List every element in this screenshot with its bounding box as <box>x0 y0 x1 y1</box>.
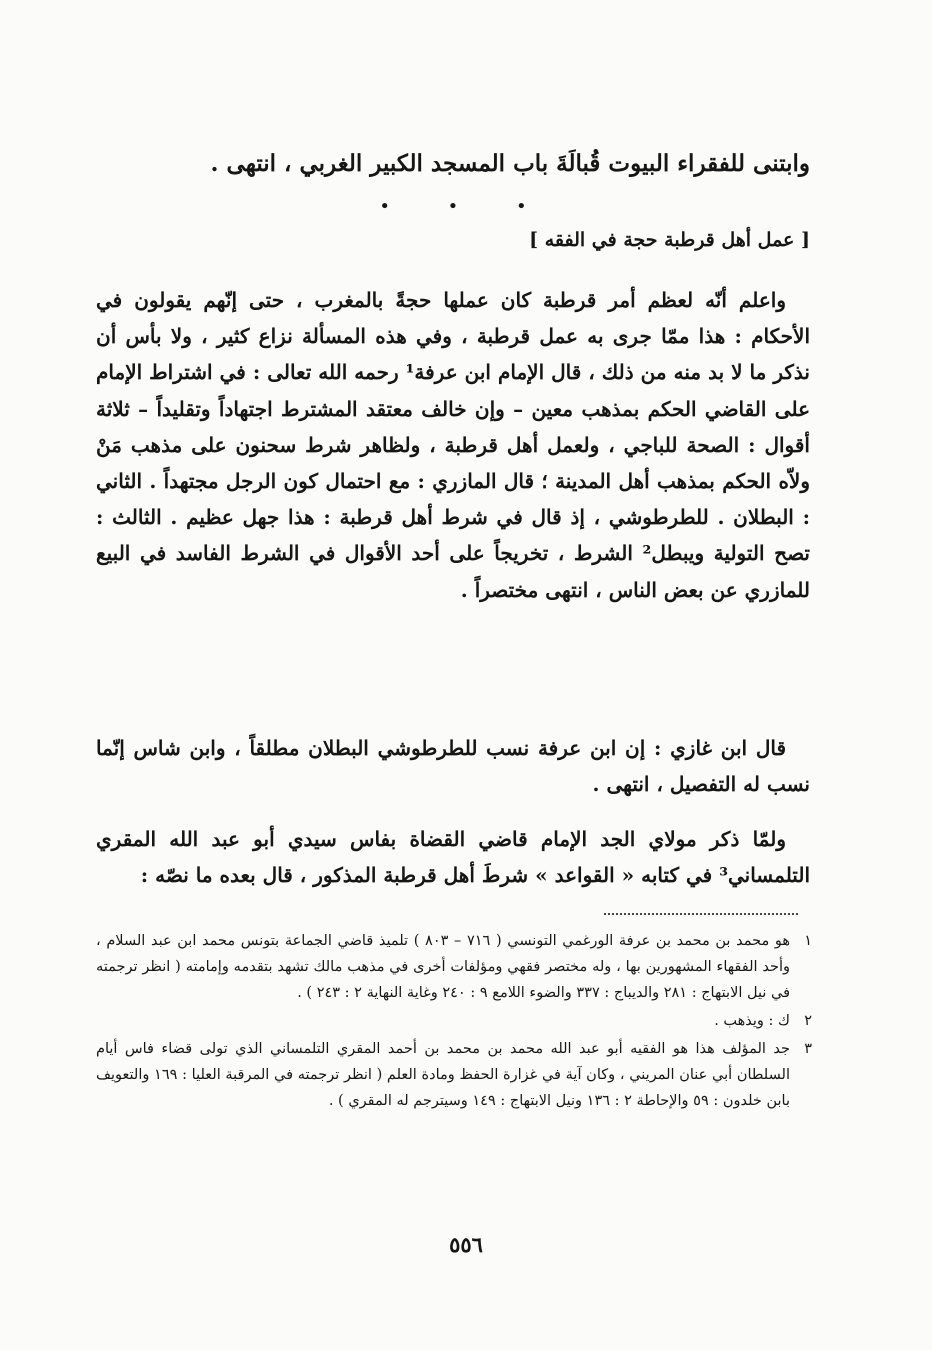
paragraph-1-text: واعلم أنّه لعظم أمر قرطبة كان عملها حجةً بالمغرب ، حتى إنّهم يقولون في الأحكام : هذا ممّا جرى به عمل قرطبة ، وفي هذه المسألة نزاع كثير ، ولا بأس أن نذكر ما لا بد منه من ذلك ، قال الإمام ابن عرفة¹ رحمه الله تعالى : في اشتراط الإمام على القاضي الحكم بمذهب معين – وإن خالف معتقد المشترط اجتهاداً وتقليداً – ثلاثة أقوال : الصحة للباجي ، ولعمل أهل قرطبة ، ولظاهر شرط سحنون على مذهب مَنْ ولاّه الحكم بمذهب أهل المدينة ؛ قال المازري : مع احتمال كون الرجل مجتهداً . الثاني : البطلان . للطرطوشي ، إذ قال في شرط أهل قرطبة : هذا جهل عظيم . الثالث : تصح التولية ويبطل² الشرط ، تخريجاً على أحد الأقوال في الشرط الفاسد في البيع للمازري عن بعض الناس ، انتهى مختصراً . <box>96 288 810 602</box>
footnote-2 <box>96 1008 812 1034</box>
paragraph-3 <box>96 821 810 893</box>
footnote-text: ك : ويذهب . <box>714 1013 790 1029</box>
paragraph-1 <box>96 282 810 608</box>
footnote-number: ٣ <box>804 1041 812 1057</box>
footnote-number: ٢ <box>804 1013 812 1029</box>
paragraph-2 <box>96 730 810 802</box>
footnote-number: ١ <box>804 933 812 949</box>
page-number: ٥٥٦ <box>449 1232 483 1257</box>
opening-line: وابتنى للفقراء البيوت قُبالَةَ باب المسجد الكبير الغربي ، انتهى . <box>210 150 810 177</box>
paragraph-2-text: قال ابن غازي : إن ابن عرفة نسب للطرطوشي البطلان مطلقاً ، وابن شاس إنّما نسب له التفصيل ، انتهى . <box>96 736 810 797</box>
footnotes <box>96 928 812 1116</box>
footnote-separator <box>604 913 798 915</box>
paragraph-3-text: ولمّا ذكر مولاي الجد الإمام قاضي القضاة بفاس سيدي أبو عبد الله المقري التلمساني³ في كتابه « القواعد » شرطَ أهل قرطبة المذكور ، قال بعده ما نصّه : <box>96 827 810 888</box>
footnote-text: جد المؤلف هذا هو الفقيه أبو عبد الله محمد بن محمد بن أحمد المقري التلمساني الذي تولى قضاء فاس أيام السلطان أبي عنان المريني ، وكان آية في غزارة الحفظ ومادة العلم ( انظر ترجمته في المرقبة العليا : ١٦٩ والتعويف بابن خلدون : ٥٩ والإحاطة ٢ : ١٣٦ ونيل الابتهاج : ١٤٩ وسيترجم له المقري ) . <box>96 1041 790 1109</box>
section-heading: [ عمل أهل قرطبة حجة في الفقه ] <box>529 229 810 251</box>
footnote-3 <box>96 1036 812 1114</box>
section-ornament: • • • <box>379 196 553 217</box>
footnote-text: هو محمد بن محمد بن عرفة الورغمي التونسي ( ٧١٦ – ٨٠٣ ) تلميذ قاضي الجماعة بتونس محمد ابن عبد السلام ، وأحد الفقهاء المشهورين بها ، وله مختصر فقهي ومؤلفات أخرى في مذهب مالك تشهد بتقدمه وإمامته ( انظر ترجمته في نيل الابتهاج : ٢٨١ والديباج : ٣٣٧ والضوء اللامع ٩ : ٢٤٠ وغاية النهاية ٢ : ٢٤٣ ) . <box>96 933 790 1001</box>
footnote-1 <box>96 928 812 1006</box>
